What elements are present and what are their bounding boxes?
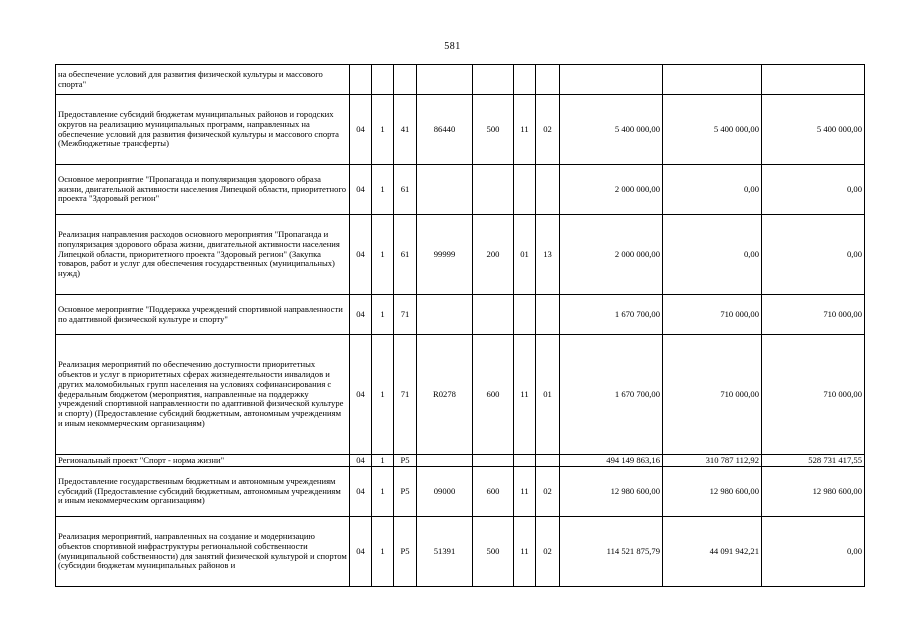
code-expense-type: 200 (473, 215, 514, 295)
code-program: 1 (372, 295, 394, 335)
amount-year-3: 12 980 600,00 (762, 467, 865, 517)
code-division: 11 (514, 335, 536, 455)
code-subprogram: P5 (394, 517, 417, 587)
code-expense-direction: 86440 (417, 95, 473, 165)
code-expense-type (473, 165, 514, 215)
code-subdivision (536, 295, 560, 335)
code-expense-type: 500 (473, 95, 514, 165)
amount-year-2: 12 980 600,00 (663, 467, 762, 517)
amount-year-1: 2 000 000,00 (560, 215, 663, 295)
amount-year-2 (663, 65, 762, 95)
code-subprogram: P5 (394, 455, 417, 467)
code-expense-direction (417, 165, 473, 215)
code-subprogram: P5 (394, 467, 417, 517)
amount-year-3: 0,00 (762, 165, 865, 215)
code-subprogram (394, 65, 417, 95)
code-subdivision (536, 165, 560, 215)
code-expense-direction (417, 455, 473, 467)
code-section: 04 (350, 455, 372, 467)
row-description: Реализация мероприятий по обеспечению доступности приоритетных объектов и услуг в приоритетных сферах жизнедеятельности инвалидов и других маломобильных групп населения на условиях софинансирования с федеральным бюджетом (мероприятия, направленные на поддержку учреждений спортивной направленности по адаптивной физической культуре и спорту) (Предоставление субсидий бюджетным, автономным учреждениям и иным некоммерческим организациям) (56, 335, 350, 455)
code-expense-direction (417, 295, 473, 335)
amount-year-1: 494 149 863,16 (560, 455, 663, 467)
budget-table (55, 64, 865, 587)
code-expense-type: 600 (473, 467, 514, 517)
row-description: Основное мероприятие "Пропаганда и популяризация здорового образа жизни, двигательной активности населения Липецкой области, приоритетного проекта "Здоровый регион" (56, 165, 350, 215)
amount-year-1 (560, 65, 663, 95)
row-description: Основное мероприятие "Поддержка учреждений спортивной направленности по адаптивной физической культуре и спорту" (56, 295, 350, 335)
table-row (56, 65, 865, 95)
code-program: 1 (372, 467, 394, 517)
table-row (56, 215, 865, 295)
code-subprogram: 71 (394, 295, 417, 335)
code-subdivision: 02 (536, 95, 560, 165)
code-section: 04 (350, 215, 372, 295)
code-program: 1 (372, 215, 394, 295)
amount-year-3: 0,00 (762, 517, 865, 587)
code-subdivision: 01 (536, 335, 560, 455)
code-division: 11 (514, 95, 536, 165)
code-division: 11 (514, 517, 536, 587)
amount-year-3: 5 400 000,00 (762, 95, 865, 165)
amount-year-2: 0,00 (663, 165, 762, 215)
code-expense-type (473, 455, 514, 467)
code-subprogram: 71 (394, 335, 417, 455)
code-program: 1 (372, 95, 394, 165)
code-expense-type (473, 65, 514, 95)
amount-year-3: 710 000,00 (762, 295, 865, 335)
row-description: Реализация мероприятий, направленных на создание и модернизацию объектов спортивной инфраструктуры региональной собственности (муниципальной собственности) для занятий физической культурой и спортом (субсидии бюджетам муниципальных районов и (56, 517, 350, 587)
row-description: Региональный проект "Спорт - норма жизни" (56, 455, 350, 467)
code-section (350, 65, 372, 95)
code-program: 1 (372, 165, 394, 215)
code-division (514, 65, 536, 95)
code-subprogram: 41 (394, 95, 417, 165)
code-division (514, 455, 536, 467)
page-number: 581 (444, 41, 461, 52)
table-row (56, 455, 865, 467)
code-subdivision (536, 65, 560, 95)
amount-year-3: 528 731 417,55 (762, 455, 865, 467)
code-section: 04 (350, 467, 372, 517)
code-division: 11 (514, 467, 536, 517)
code-program: 1 (372, 517, 394, 587)
row-description: Предоставление государственным бюджетным и автономным учреждениям субсидий (Предоставление субсидий бюджетным, автономным учреждениям и иным некоммерческим организациям) (56, 467, 350, 517)
code-program: 1 (372, 335, 394, 455)
amount-year-2: 710 000,00 (663, 295, 762, 335)
code-section: 04 (350, 295, 372, 335)
code-subdivision: 13 (536, 215, 560, 295)
code-program: 1 (372, 455, 394, 467)
amount-year-2: 310 787 112,92 (663, 455, 762, 467)
table-row (56, 335, 865, 455)
code-expense-direction (417, 65, 473, 95)
code-section: 04 (350, 95, 372, 165)
table-row (56, 95, 865, 165)
code-section: 04 (350, 335, 372, 455)
code-expense-direction: 09000 (417, 467, 473, 517)
code-expense-direction: 99999 (417, 215, 473, 295)
code-subdivision (536, 455, 560, 467)
amount-year-2: 0,00 (663, 215, 762, 295)
table-row (56, 295, 865, 335)
code-expense-direction: R0278 (417, 335, 473, 455)
amount-year-2: 5 400 000,00 (663, 95, 762, 165)
table-row (56, 165, 865, 215)
code-expense-direction: 51391 (417, 517, 473, 587)
code-subdivision: 02 (536, 467, 560, 517)
amount-year-1: 12 980 600,00 (560, 467, 663, 517)
code-division (514, 295, 536, 335)
code-program (372, 65, 394, 95)
amount-year-3: 0,00 (762, 215, 865, 295)
code-division (514, 165, 536, 215)
amount-year-1: 1 670 700,00 (560, 295, 663, 335)
code-section: 04 (350, 165, 372, 215)
row-description: Реализация направления расходов основного мероприятия "Пропаганда и популяризация здорового образа жизни, двигательной активности населения Липецкой области, приоритетного проекта "Здоровый регион" (Закупка товаров, работ и услуг для обеспечения государственных (муниципальных) нужд) (56, 215, 350, 295)
amount-year-1: 5 400 000,00 (560, 95, 663, 165)
amount-year-1: 1 670 700,00 (560, 335, 663, 455)
row-description: Предоставление субсидий бюджетам муниципальных районов и городских округов на реализацию муниципальных программ, направленных на обеспечение условий для развития физической культуры и массового спорта (Межбюджетные трансферты) (56, 95, 350, 165)
code-subprogram: 61 (394, 165, 417, 215)
code-section: 04 (350, 517, 372, 587)
amount-year-3: 710 000,00 (762, 335, 865, 455)
code-expense-type: 600 (473, 335, 514, 455)
amount-year-1: 2 000 000,00 (560, 165, 663, 215)
code-subprogram: 61 (394, 215, 417, 295)
row-description: на обеспечение условий для развития физической культуры и массового спорта" (56, 65, 350, 95)
table-row (56, 517, 865, 587)
code-expense-type (473, 295, 514, 335)
amount-year-3 (762, 65, 865, 95)
amount-year-2: 44 091 942,21 (663, 517, 762, 587)
code-subdivision: 02 (536, 517, 560, 587)
amount-year-2: 710 000,00 (663, 335, 762, 455)
amount-year-1: 114 521 875,79 (560, 517, 663, 587)
table-row (56, 467, 865, 517)
code-expense-type: 500 (473, 517, 514, 587)
code-division: 01 (514, 215, 536, 295)
